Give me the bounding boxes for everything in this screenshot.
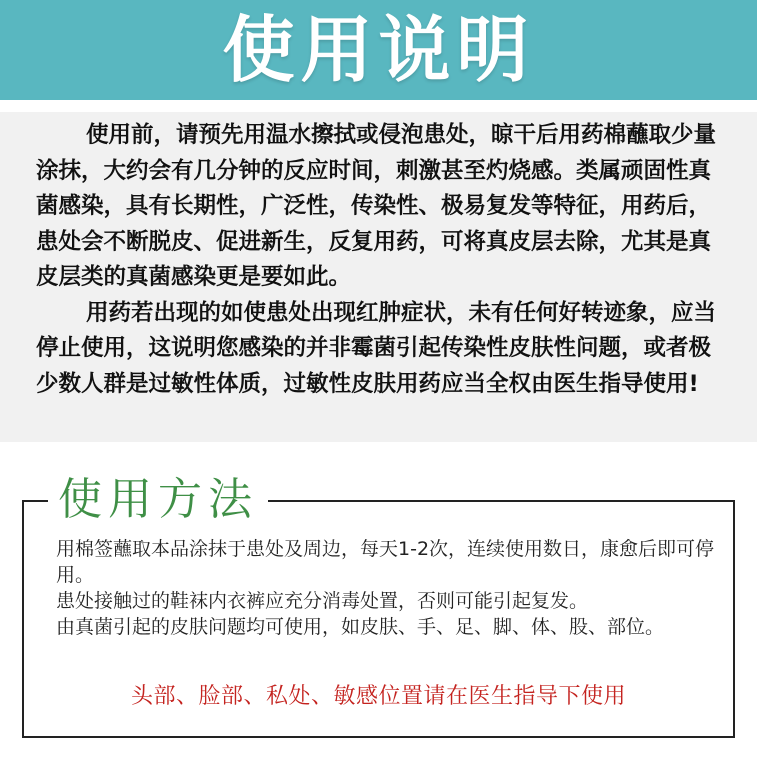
page-title: 使用说明 bbox=[222, 8, 535, 92]
intro-section bbox=[0, 112, 757, 442]
usage-line-1: 用棉签蘸取本品涂抹于患处及周边，每天1-2次，连续使用数日，康愈后即可停用。 bbox=[56, 538, 715, 586]
warning-text: 头部、脸部、私处、敏感位置请在医生指导下使用 bbox=[130, 684, 626, 709]
usage-line-3: 由真菌引起的皮肤问题均可使用，如皮肤、手、足、脚、体、股、部位。 bbox=[56, 616, 665, 638]
intro-paragraph-1: 使用前，请预先用温水擦拭或侵泡患处，晾干后用药棉蘸取少量涂抹，大约会有几分钟的反应时间，刺激甚至灼烧感。类属顽固性真菌感染，具有长期性，广泛性，传染性、极易复发等特征，用药后，患处会不断脱皮、促进新生，反复用药，可将真皮层去除，尤其是真皮层类的真菌感染更是要如此。 bbox=[36, 122, 717, 290]
usage-method-text bbox=[56, 536, 716, 640]
intro-text bbox=[36, 118, 726, 402]
intro-paragraph-2: 用药若出现的如使患处出现红肿症状，未有任何好转迹象，应当停止使用，这说明您感染的并非霉菌引起传染性皮肤性问题，或者极少数人群是过敏性体质，过敏性皮肤用药应当全权由医生指导使用! bbox=[36, 299, 717, 397]
usage-method-title: 使用方法 bbox=[48, 472, 268, 528]
usage-line-2: 患处接触过的鞋袜内衣裤应充分消毒处置，否则可能引起复发。 bbox=[56, 590, 589, 612]
header-banner bbox=[0, 0, 757, 100]
